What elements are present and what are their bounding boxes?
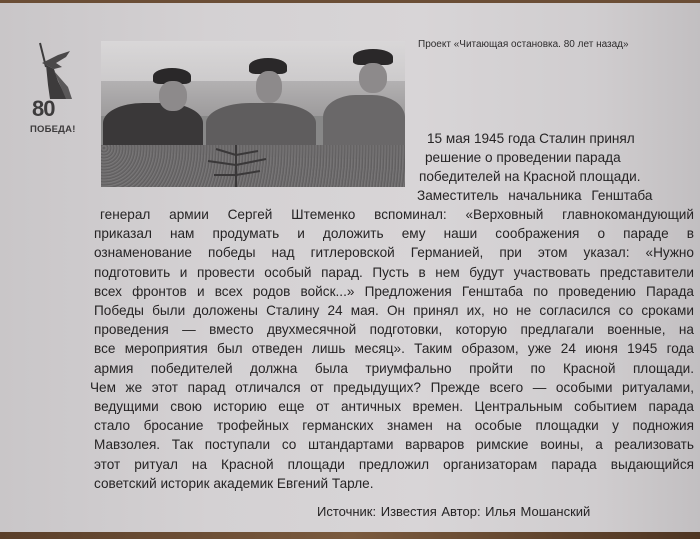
- body-line: проведения — вместо двухмесячной подготовки, которую предлагали военные, на: [94, 322, 694, 338]
- intro-line: Заместитель начальника Генштаба: [417, 188, 653, 203]
- intro-line: 15 мая 1945 года Сталин принял: [427, 131, 635, 146]
- wooden-surface: [0, 532, 700, 539]
- body-line: все мероприятия был отведен лишь месяц». Таким образом, уже 24 июня 1945 года: [94, 341, 694, 357]
- body-line: приказал нам продумать и доложить ему наши соображения о параде в: [94, 226, 694, 242]
- fir-branch-icon: [196, 145, 276, 187]
- body-line: Победы были доложены Сталину 24 мая. Он принял их, но не согласился со сроками: [94, 303, 694, 319]
- body-paragraph: [90, 205, 694, 493]
- project-label: Проект «Читающая остановка. 80 лет назад»: [418, 39, 629, 50]
- body-line: ведущими свою историю еще от античных времен. Центральным событием парада: [94, 399, 694, 415]
- logo-number: 80: [32, 96, 55, 121]
- victory-80-logo: [28, 41, 84, 135]
- body-line: Чем же этот парад отличался от предыдущих? Прежде всего — особыми ритуалами,: [90, 379, 694, 395]
- body-line: армия победителей должна была триумфально пройти по Красной площади.: [94, 360, 694, 376]
- intro-paragraph: [417, 129, 679, 205]
- figure-right: [323, 95, 405, 151]
- parade-photo: [101, 41, 405, 187]
- body-line: ознаменование победы над гитлеровской Германией, при этом указал: «Нужно: [94, 245, 694, 261]
- body-line: этот ритуал на Красной площади предложил организаторам парада выдающийся: [94, 456, 694, 472]
- motherland-calls-statue-icon: [28, 41, 84, 101]
- body-line: всех фронтов и всех родов войск...» Предложения Генштаба по проведению Парада: [94, 283, 694, 299]
- body-line: Мавзолея. Так поступали со штандартами варваров римские воины, а реализовать: [94, 437, 694, 453]
- body-line: подготовить и провести особый парад. Пусть в нем будут участвовать представители: [94, 264, 694, 280]
- logo-word: ПОБЕДА!: [30, 124, 76, 135]
- body-line: генерал армии Сергей Штеменко вспоминал: «Верховный главнокомандующий: [100, 207, 694, 222]
- poster-paper: [0, 3, 700, 533]
- source-attribution: Источник: Известия Автор: Илья Мошанский: [317, 504, 591, 519]
- body-line: советский историк академик Евгений Тарле.: [94, 475, 374, 491]
- intro-line: победителей на Красной площади.: [419, 169, 641, 184]
- intro-line: решение о проведении парада: [425, 150, 621, 165]
- body-line: стало бросание трофейных германских знамен на особые площадки у подножия: [94, 418, 694, 434]
